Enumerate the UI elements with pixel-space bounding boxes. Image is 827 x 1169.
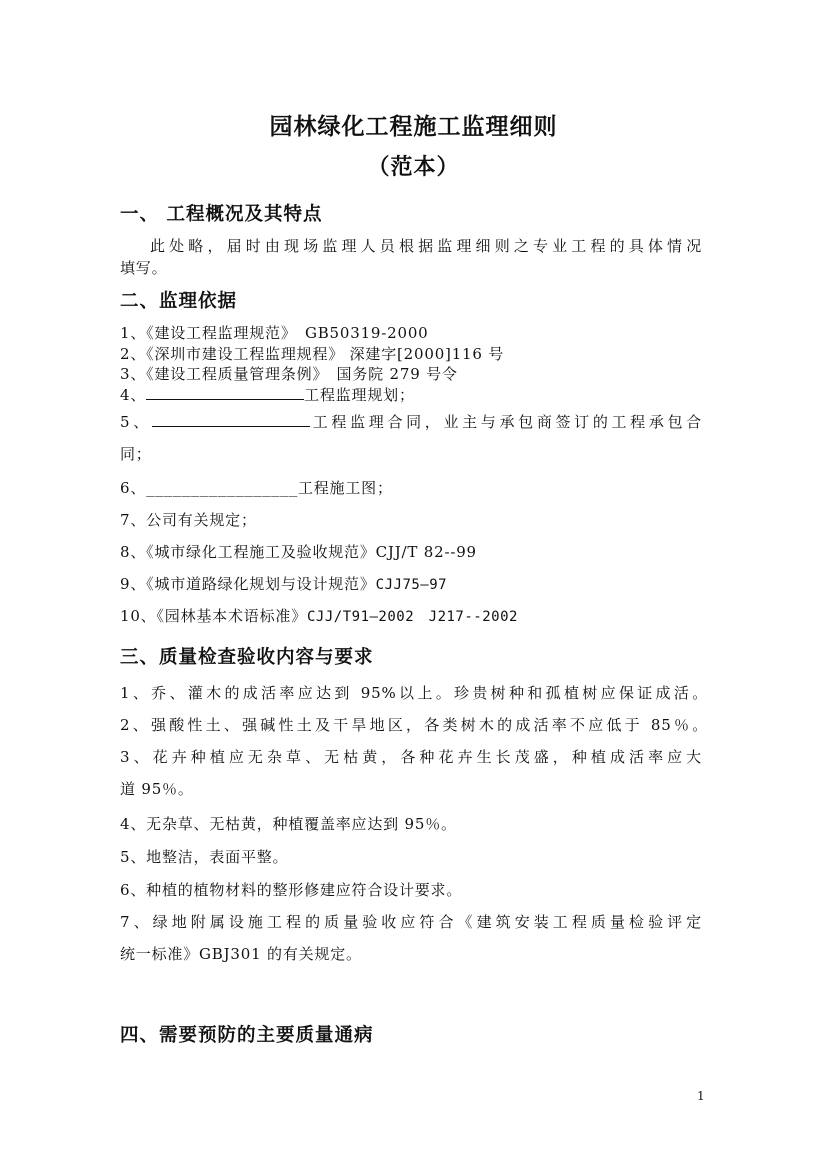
basis-item-5-continued: 同； bbox=[120, 445, 152, 463]
requirement-item-1: 1、乔、灌木的成活率应达到 95%以上。珍贵树种和孤植树应保证成活。 bbox=[120, 684, 708, 702]
basis-item-4-suffix: 工程监理规划； bbox=[304, 386, 415, 404]
requirement-item-2: 2、强酸性土、强碱性土及干旱地区，各类树木的成活率不应低于 85％。 bbox=[120, 716, 708, 734]
basis-item-6-blank: _________________ bbox=[146, 481, 298, 497]
basis-item-6 bbox=[120, 477, 710, 498]
basis-item-7: 7、公司有关规定； bbox=[120, 511, 257, 529]
basis-item-2: 2、《深圳市建设工程监理规程》 深建字[2000]116 号 bbox=[120, 345, 505, 363]
requirement-item-3-line-1: 3、花卉种植应无杂草、无枯黄，各种花卉生长茂盛，种植成活率应大 bbox=[120, 748, 702, 766]
requirement-item-6: 6、种植的植物材料的整形修建应符合设计要求。 bbox=[120, 881, 463, 899]
section-1-paragraph-line-1: 此处略，届时由现场监理人员根据监理细则之专业工程的具体情况 bbox=[150, 237, 702, 255]
basis-item-5-prefix: 5、 bbox=[120, 413, 152, 431]
basis-item-3: 3、《建设工程质量管理条例》 国务院 279 号令 bbox=[120, 365, 458, 383]
basis-item-1: 1、《建设工程监理规范》 GB50319-2000 bbox=[120, 324, 429, 342]
requirement-item-7-line-1: 7、绿地附属设施工程的质量验收应符合《建筑安装工程质量检验评定 bbox=[120, 913, 702, 931]
section-1-heading: 一、 工程概况及其特点 bbox=[120, 204, 323, 225]
basis-item-6-prefix: 6、 bbox=[120, 479, 147, 497]
basis-item-4 bbox=[120, 384, 710, 405]
basis-item-10 bbox=[120, 605, 710, 626]
fill-in-blank-line bbox=[146, 385, 304, 400]
basis-item-4-prefix: 4、 bbox=[120, 386, 147, 404]
basis-item-5 bbox=[120, 411, 702, 432]
requirement-item-5: 5、地整洁，表面平整。 bbox=[120, 848, 289, 866]
section-1-paragraph-line-2: 填写。 bbox=[120, 259, 168, 277]
basis-item-5-suffix: 工程监理合同，业主与承包商签订的工程承包合 bbox=[309, 413, 702, 431]
basis-item-9-code: CJJ75—97 bbox=[375, 577, 448, 593]
document-title: 园林绿化工程施工监理细则 bbox=[269, 113, 558, 140]
requirement-item-3-line-2: 道 95％。 bbox=[120, 780, 194, 798]
page-number: 1 bbox=[697, 1089, 705, 1103]
fill-in-blank-line bbox=[152, 412, 310, 427]
document-subtitle: （范本） bbox=[367, 154, 460, 180]
basis-item-6-suffix: 工程施工图； bbox=[297, 479, 393, 497]
basis-item-8: 8、《城市绿化工程施工及验收规范》CJJ/T 82--99 bbox=[120, 543, 477, 561]
basis-item-9 bbox=[120, 573, 710, 594]
section-4-heading: 四、需要预防的主要质量通病 bbox=[120, 1025, 374, 1046]
basis-item-10-title: 10、《园林基本术语标准》 bbox=[120, 607, 307, 625]
section-3-heading: 三、质量检查验收内容与要求 bbox=[120, 647, 374, 668]
basis-item-9-title: 9、《城市道路绿化规划与设计规范》 bbox=[120, 575, 376, 593]
requirement-item-7-line-2: 统一标准》GBJ301 的有关规定。 bbox=[120, 945, 362, 963]
basis-item-10-code: CJJ/T91—2002 J217--2002 bbox=[307, 609, 518, 625]
section-2-heading: 二、监理依据 bbox=[120, 291, 238, 312]
requirement-item-4: 4、无杂草、无枯黄，种植覆盖率应达到 95％。 bbox=[120, 815, 457, 833]
